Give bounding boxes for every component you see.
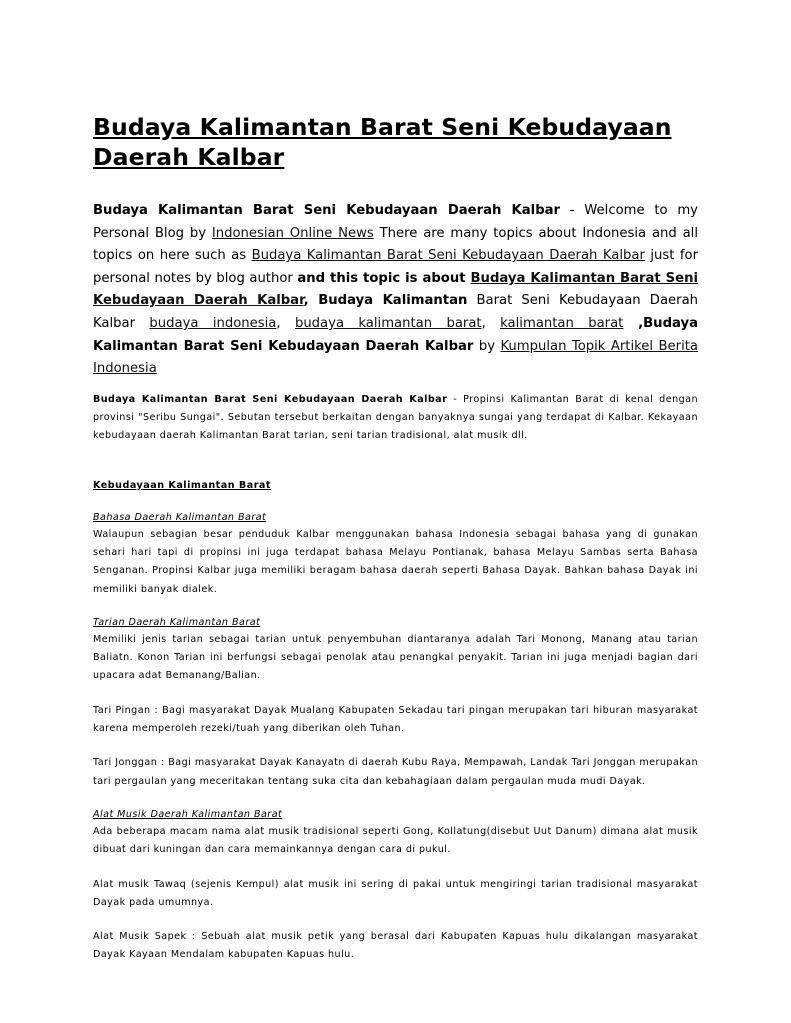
bahasa-heading: Bahasa Daerah Kalimantan Barat xyxy=(93,511,267,523)
link-tag-kalimantan-barat[interactable]: kalimantan barat xyxy=(500,315,624,331)
tarian-heading: Tarian Daerah Kalimantan Barat xyxy=(93,616,261,628)
link-indonesian-online-news[interactable]: Indonesian Online News xyxy=(211,225,374,241)
intro-text-2: There are many topics about Indonesia and all topics on here such as xyxy=(93,225,698,264)
alat-musik-heading: Alat Musik Daerah Kalimantan Barat xyxy=(93,808,283,820)
bahasa-section xyxy=(93,510,698,599)
summary-text: - Propinsi Kalimantan Barat di kenal dengan provinsi "Seribu Sungai". Sebutan tersebut berkaitan dengan banyaknya sungai yang terdapat di Kalbar. Kekayaan kebudayaan daerah Kalimantan Barat tarian, seni tarian tradisional, alat musik dll. xyxy=(93,393,698,442)
intro-bold-and: and this topic is about xyxy=(297,270,471,286)
intro-text-1: - Welcome to my Personal Blog by xyxy=(93,203,698,241)
link-tag-budaya-indonesia[interactable]: budaya indonesia xyxy=(149,315,277,331)
tarian-section xyxy=(93,615,698,791)
link-tag-budaya-kalimantan-barat[interactable]: budaya kalimantan barat xyxy=(294,315,482,331)
alat-musik-paragraph-2: Alat musik Tawaq (sejenis Kempul) alat musik ini sering di pakai untuk mengiringi tarian tradisional masyarakat Dayak pada umumnya. xyxy=(93,878,698,908)
tag-separator: , xyxy=(276,315,295,331)
tarian-paragraph-1: Memiliki jenis tarian sebagai tarian untuk penyembuhan diantaranya adalah Tari Monong, Manang atau tarian Baliatn. Konon Tarian ini berfungsi sebagai penolak atau penangkal penyakit. Tarian ini juga menjadi bagian dari upacara adat Bemanang/Balian. xyxy=(93,633,698,682)
summary-bold: Budaya Kalimantan Barat Seni Kebudayaan Daerah Kalbar xyxy=(93,393,448,405)
link-topic[interactable]: Budaya Kalimantan Barat Seni Kebudayaan Daerah Kalbar xyxy=(251,248,645,264)
alat-musik-paragraph-3: Alat Musik Sapek : Sebuah alat musik petik yang berasal dari Kabupaten Kapuas hulu dikalangan masyarakat Dayak Kayaan Mendalam kabupaten Kapuas hulu. xyxy=(93,931,698,961)
document-page xyxy=(93,112,698,965)
alat-musik-section xyxy=(93,807,698,965)
page-title: Budaya Kalimantan Barat Seni Kebudayaan Daerah Kalbar xyxy=(93,113,672,171)
bahasa-text: Walaupun sebagian besar penduduk Kalbar menggunakan bahasa Indonesia sebagai bahasa yang di gunakan sehari hari tapi di propinsi ini juga terdapat bahasa Melayu Pontianak, bahasa Melayu Sambas serta Bahasa Senganan. Propinsi Kalbar juga memiliki beragam bahasa daerah seperti Bahasa Dayak. Bahkan bahasa Dayak ini memiliki banyak dialek. xyxy=(93,528,698,595)
summary-paragraph xyxy=(93,391,698,446)
section-heading: Kebudayaan Kalimantan Barat xyxy=(93,479,271,491)
alat-musik-paragraph-1: Ada beberapa macam nama alat musik tradisional seperti Gong, Kollatung(disebut Uut Danum) dimana alat musik dibuat dari kuningan dan cara memainkannya dengan cara di pukul. xyxy=(93,825,698,856)
intro-bold-comma: , Budaya Kalimantan xyxy=(303,293,468,309)
link-topic-bold[interactable]: Budaya Kalimantan Barat Seni Kebudayaan Daerah Kalbar xyxy=(93,270,698,309)
tarian-paragraph-3: Tari Jonggan : Bagi masyarakat Dayak Kanayatn di daerah Kubu Raya, Mempawah, Landak Tari Jonggan merupakan tari pergaulan yang meceritakan tentang suka cita dan kebahagiaan dalam pergaulan muda mudi Dayak. xyxy=(93,757,698,787)
intro-bold-title: Budaya Kalimantan Barat Seni Kebudayaan Daerah Kalbar xyxy=(93,203,561,218)
tag-separator: , xyxy=(481,315,501,331)
intro-text-3: just for personal notes by blog author xyxy=(93,248,698,286)
intro-text-4: Barat Seni Kebudayaan Daerah Kalbar xyxy=(93,293,699,331)
intro-paragraph xyxy=(93,200,698,381)
intro-bold-tail: ,Budaya Kalimantan Barat Seni Kebudayaan Daerah Kalbar xyxy=(93,315,698,354)
link-author[interactable]: Kumpulan Topik Artikel Berita Indonesia xyxy=(93,338,698,377)
intro-by: by xyxy=(473,338,501,354)
tarian-paragraph-2: Tari Pingan : Bagi masyarakat Dayak Mualang Kabupaten Sekadau tari pingan merupakan tari hiburan masyarakat karena memperoleh rezeki/tuah yang diberikan oleh Tuhan. xyxy=(93,704,698,735)
